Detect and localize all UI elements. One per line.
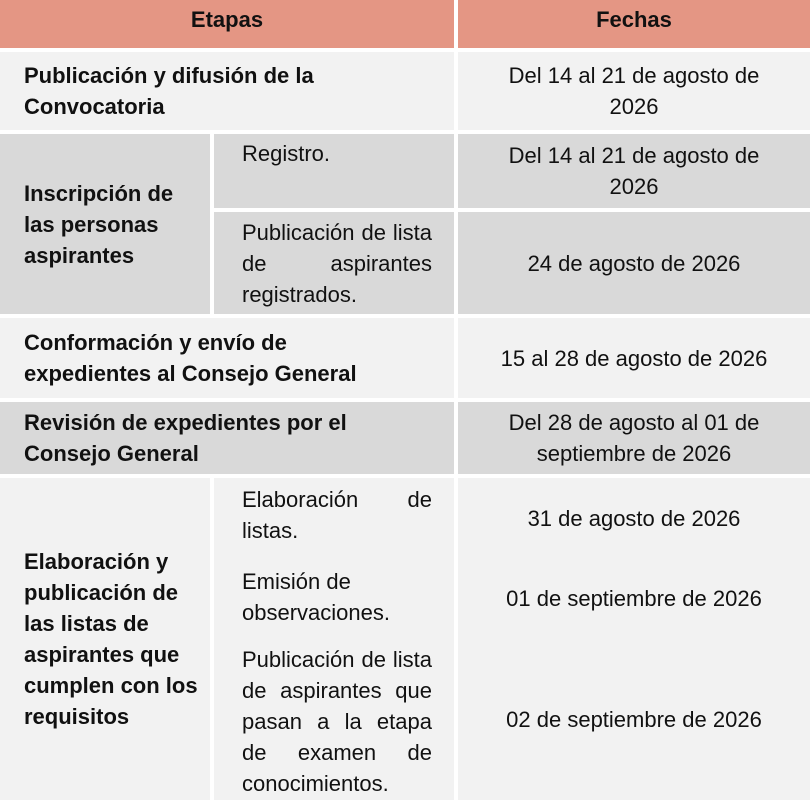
header-etapas: Etapas xyxy=(0,0,454,48)
fecha-registro: Del 14 al 21 de agosto de 2026 xyxy=(458,134,810,208)
fecha-publicacion-lista: 24 de agosto de 2026 xyxy=(458,212,810,314)
fecha-elaboracion-listas: 31 de agosto de 2026 xyxy=(458,478,810,558)
header-fechas: Fechas xyxy=(458,0,810,48)
actividad-publicacion-lista-text: Publicación de lista de aspirantes registrados. xyxy=(242,219,432,307)
actividad-publicacion-examen-text: Publicación de lista de aspirantes que pasan a la etapa de examen de conocimientos. xyxy=(242,647,432,796)
actividad-emision-observaciones: Emisión de observaciones. xyxy=(214,552,454,642)
etapa-inscripcion: Inscripción de las personas aspirantes xyxy=(0,134,210,314)
etapa-conformacion: Conformación y envío de expedientes al Consejo General xyxy=(0,318,454,398)
actividad-publicacion-examen xyxy=(214,642,454,800)
fecha-publicacion: Del 14 al 21 de agosto de 2026 xyxy=(458,52,810,130)
fecha-revision: Del 28 de agosto al 01 de septiembre de 2026 xyxy=(458,402,810,474)
actividad-publicacion-lista xyxy=(214,212,454,314)
actividad-elaboracion-listas xyxy=(214,478,454,552)
etapa-revision: Revisión de expedientes por el Consejo General xyxy=(0,402,454,474)
actividad-elaboracion-listas-text: Elaboración de listas. xyxy=(242,487,432,543)
etapa-publicacion: Publicación y difusión de la Convocatoria xyxy=(0,52,454,130)
fecha-conformacion: 15 al 28 de agosto de 2026 xyxy=(458,318,810,398)
fecha-publicacion-examen: 02 de septiembre de 2026 xyxy=(458,638,810,800)
actividad-registro: Registro. xyxy=(214,134,454,208)
fecha-emision-observaciones: 01 de septiembre de 2026 xyxy=(458,558,810,638)
etapa-elaboracion: Elaboración y publicación de las listas de aspirantes que cumplen con los requisitos xyxy=(0,478,210,800)
